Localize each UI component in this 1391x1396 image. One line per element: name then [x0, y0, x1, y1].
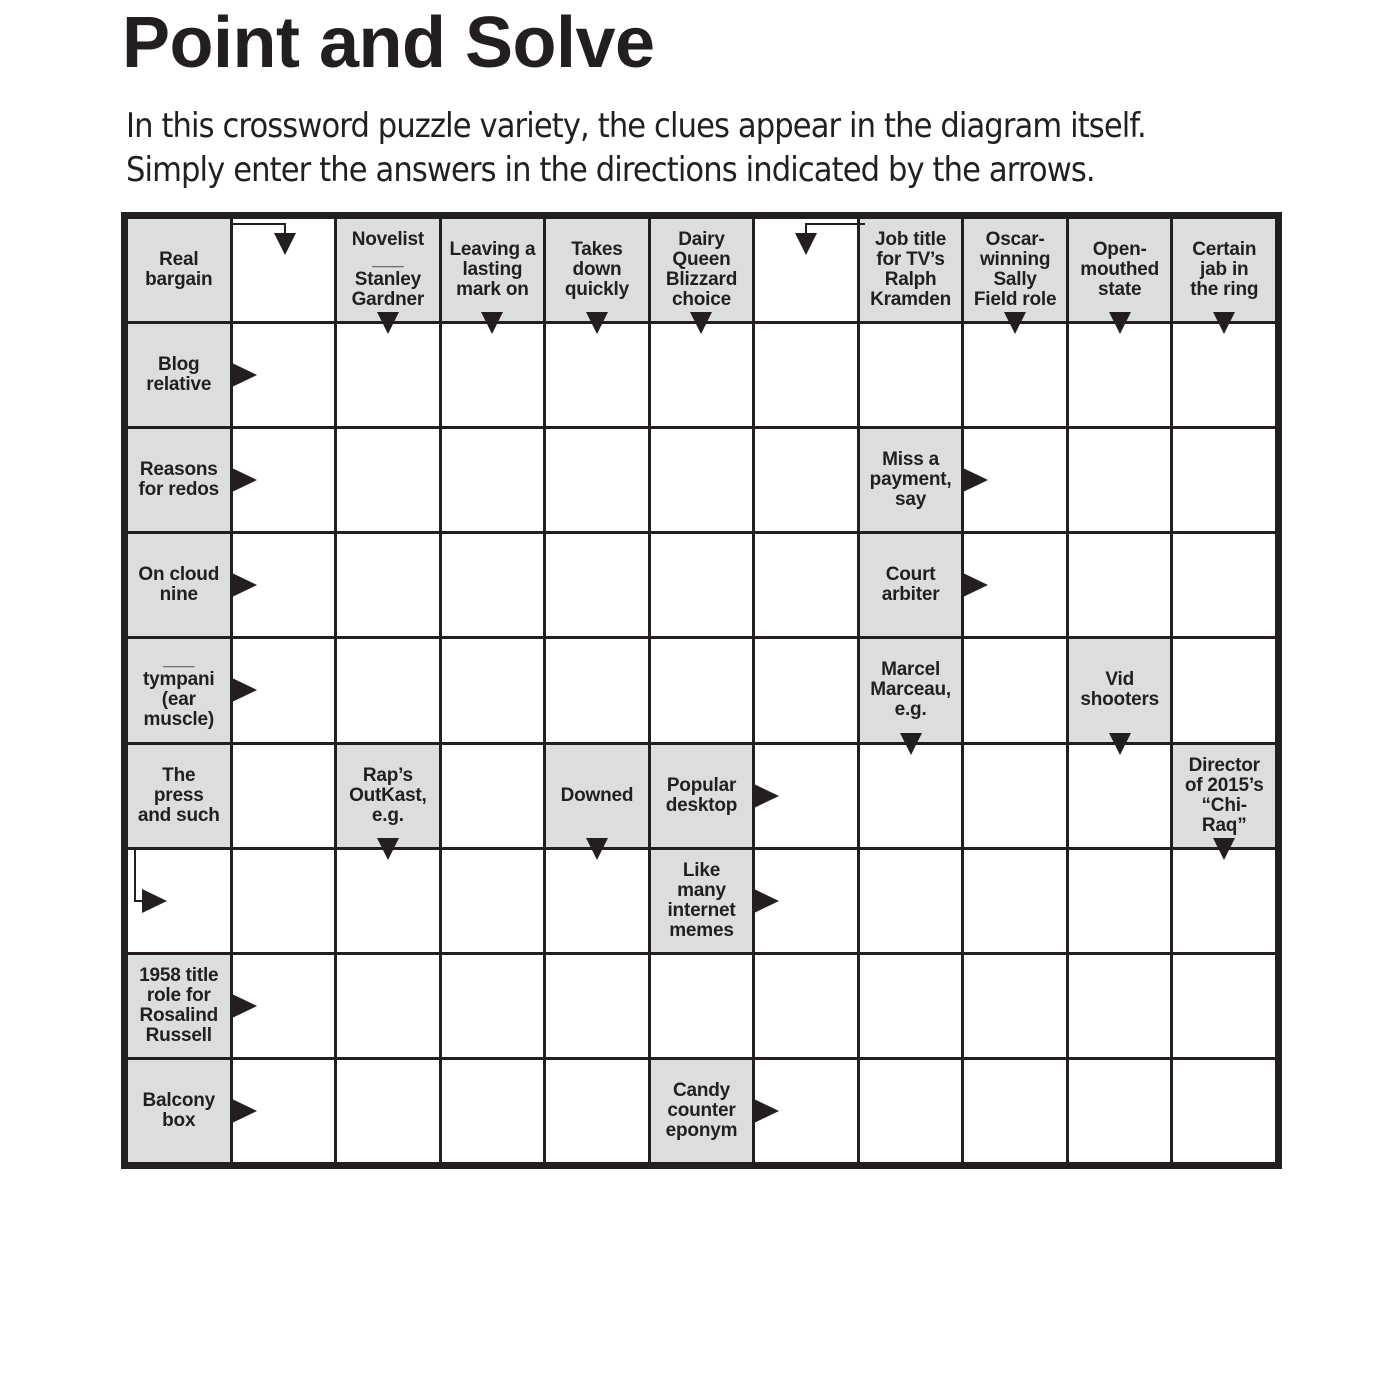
answer-cell[interactable] — [337, 429, 439, 531]
answer-cell[interactable] — [755, 955, 857, 1057]
answer-cell[interactable] — [546, 534, 648, 636]
clue-cell — [651, 219, 753, 321]
answer-cell[interactable] — [755, 639, 857, 741]
answer-cell[interactable] — [1069, 534, 1171, 636]
answer-cell[interactable] — [860, 1060, 962, 1162]
arrow-down-icon — [1213, 312, 1235, 334]
answer-cell[interactable] — [1069, 324, 1171, 426]
arrow-down-icon — [586, 312, 608, 334]
answer-cell[interactable] — [651, 324, 753, 426]
clue-cell — [337, 219, 439, 321]
answer-cell[interactable] — [442, 745, 544, 847]
clue-cell — [128, 639, 230, 741]
clue-cell — [860, 429, 962, 531]
clue-text: Reasons for redos — [138, 459, 220, 501]
clue-cell — [128, 429, 230, 531]
arrow-right-icon — [963, 573, 988, 597]
answer-cell[interactable] — [233, 745, 335, 847]
answer-cell[interactable] — [755, 429, 857, 531]
answer-cell[interactable] — [964, 324, 1066, 426]
clue-cell — [964, 219, 1066, 321]
arrow-right-icon — [232, 678, 257, 702]
clue-text: Takes down quickly — [564, 239, 629, 301]
answer-cell[interactable] — [1173, 1060, 1275, 1162]
arrow-down-icon — [690, 312, 712, 334]
clue-text: Candy counter eponym — [665, 1079, 738, 1141]
answer-cell[interactable] — [860, 324, 962, 426]
instructions-line-1: In this crossword puzzle variety, the clues appear in the diagram itself. — [126, 106, 1146, 146]
clue-cell — [128, 219, 230, 321]
clue-cell — [1173, 745, 1275, 847]
arrow-down-icon — [377, 838, 399, 860]
answer-cell[interactable] — [964, 745, 1066, 847]
answer-cell[interactable] — [755, 219, 857, 321]
answer-cell[interactable] — [651, 955, 753, 1057]
answer-cell[interactable] — [964, 850, 1066, 952]
answer-cell[interactable] — [1069, 1060, 1171, 1162]
arrow-down-icon — [377, 312, 399, 334]
answer-cell[interactable] — [860, 745, 962, 847]
clue-text: The press and such — [137, 764, 220, 826]
arrow-down-icon — [1213, 838, 1235, 860]
arrow-down-icon — [900, 733, 922, 755]
answer-cell[interactable] — [546, 639, 648, 741]
answer-cell[interactable] — [1173, 850, 1275, 952]
answer-cell[interactable] — [1069, 429, 1171, 531]
answer-cell[interactable] — [546, 1060, 648, 1162]
answer-cell[interactable] — [964, 639, 1066, 741]
clue-cell — [128, 1060, 230, 1162]
clue-cell — [546, 219, 648, 321]
clue-text: Rap’s OutKast, e.g. — [349, 764, 427, 826]
arrow-right-icon — [232, 468, 257, 492]
clue-cell — [128, 324, 230, 426]
arrow-down-icon — [1109, 312, 1131, 334]
crossword-grid — [121, 212, 1282, 1169]
answer-cell[interactable] — [1173, 955, 1275, 1057]
answer-cell[interactable] — [1069, 955, 1171, 1057]
clue-text: Marcel Marceau, e.g. — [870, 659, 951, 721]
answer-cell[interactable] — [442, 534, 544, 636]
instructions-line-2: Simply enter the answers in the directions indicated by the arrows. — [126, 150, 1095, 190]
clue-text: Job title for TV’s Ralph Kramden — [870, 229, 952, 311]
arrow-right-icon — [232, 1099, 257, 1123]
arrow-right-icon — [963, 468, 988, 492]
clue-text: Balcony box — [142, 1089, 216, 1131]
answer-cell[interactable] — [1069, 850, 1171, 952]
answer-cell[interactable] — [651, 429, 753, 531]
clue-cell — [128, 745, 230, 847]
answer-cell[interactable] — [442, 955, 544, 1057]
arrow-right-icon — [754, 784, 779, 808]
answer-cell[interactable] — [546, 850, 648, 952]
clue-cell — [1069, 639, 1171, 741]
clue-text: 1958 title role for Rosalind Russell — [139, 964, 219, 1046]
clue-cell — [128, 534, 230, 636]
clue-text: Blog relative — [146, 354, 212, 396]
arrow-down-icon — [481, 312, 503, 334]
answer-cell[interactable] — [755, 534, 857, 636]
answer-cell[interactable] — [651, 534, 753, 636]
arrow-right-icon — [754, 1099, 779, 1123]
arrow-right-icon — [232, 363, 257, 387]
clue-text: Court arbiter — [881, 564, 940, 606]
arrow-right-icon — [232, 994, 257, 1018]
clue-cell — [860, 639, 962, 741]
answer-cell[interactable] — [546, 429, 648, 531]
answer-cell[interactable] — [337, 639, 439, 741]
answer-cell[interactable] — [964, 1060, 1066, 1162]
clue-cell — [128, 955, 230, 1057]
arrow-right-icon — [754, 889, 779, 913]
clue-cell — [860, 534, 962, 636]
answer-cell[interactable] — [964, 955, 1066, 1057]
answer-cell[interactable] — [546, 324, 648, 426]
answer-cell[interactable] — [442, 429, 544, 531]
answer-cell[interactable] — [233, 850, 335, 952]
clue-text: Director of 2015’s “Chi- Raq” — [1184, 754, 1264, 836]
arrow-down-icon — [1004, 312, 1026, 334]
clue-cell — [442, 219, 544, 321]
puzzle-instructions — [126, 104, 1206, 192]
answer-cell[interactable] — [1173, 324, 1275, 426]
answer-cell[interactable] — [1173, 639, 1275, 741]
clue-cell — [651, 850, 753, 952]
clue-text: On cloud nine — [138, 564, 220, 606]
puzzle-title: Point and Solve — [122, 3, 655, 83]
answer-cell[interactable] — [860, 955, 962, 1057]
answer-cell[interactable] — [442, 324, 544, 426]
answer-cell[interactable] — [651, 639, 753, 741]
clue-cell — [337, 745, 439, 847]
clue-cell — [651, 745, 753, 847]
clue-text: ___ tympani (ear muscle) — [143, 649, 215, 731]
answer-cell[interactable] — [1173, 429, 1275, 531]
answer-cell[interactable] — [442, 1060, 544, 1162]
clue-cell — [1173, 219, 1275, 321]
clue-cell — [1069, 219, 1171, 321]
answer-cell[interactable] — [128, 850, 230, 952]
answer-cell[interactable] — [860, 850, 962, 952]
answer-cell[interactable] — [233, 219, 335, 321]
clue-text: Downed — [560, 784, 634, 806]
answer-cell[interactable] — [337, 324, 439, 426]
arrow-right-icon — [232, 573, 257, 597]
arrow-down-icon — [586, 838, 608, 860]
answer-cell[interactable] — [337, 1060, 439, 1162]
clue-cell — [860, 219, 962, 321]
answer-cell[interactable] — [755, 324, 857, 426]
answer-cell[interactable] — [442, 639, 544, 741]
answer-cell[interactable] — [546, 955, 648, 1057]
clue-text: Dairy Queen Blizzard choice — [665, 229, 738, 311]
answer-cell[interactable] — [337, 955, 439, 1057]
clue-cell — [546, 745, 648, 847]
arrow-down-icon — [1109, 733, 1131, 755]
answer-cell[interactable] — [1069, 745, 1171, 847]
clue-text: Novelist ___ Stanley Gardner — [351, 229, 425, 311]
clue-text: Open- mouthed state — [1080, 239, 1160, 301]
clue-text: Leaving a lasting mark on — [449, 239, 536, 301]
answer-cell[interactable] — [1173, 534, 1275, 636]
clue-text: Oscar- winning Sally Field role — [973, 229, 1057, 311]
answer-cell[interactable] — [337, 850, 439, 952]
clue-text: Real bargain — [145, 249, 213, 291]
clue-text: Vid shooters — [1080, 669, 1159, 711]
answer-cell[interactable] — [442, 850, 544, 952]
clue-text: Miss a payment, say — [869, 449, 952, 511]
clue-text: Popular desktop — [665, 774, 738, 816]
clue-text: Certain jab in the ring — [1190, 239, 1259, 301]
clue-cell — [651, 1060, 753, 1162]
clue-text: Like many internet memes — [667, 859, 736, 941]
answer-cell[interactable] — [337, 534, 439, 636]
